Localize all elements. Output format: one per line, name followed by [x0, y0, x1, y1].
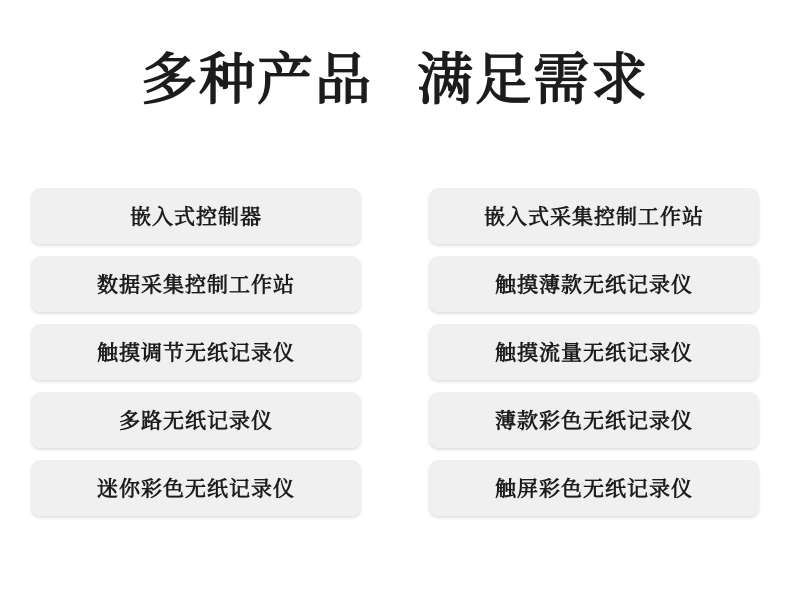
product-item[interactable]	[429, 188, 759, 244]
product-item-label: 嵌入式控制器	[130, 206, 262, 229]
product-item-label: 触屏彩色无纸记录仪	[495, 478, 693, 501]
page-title-part-1: 多种产品	[141, 48, 373, 111]
product-item[interactable]	[429, 460, 759, 516]
product-item-label: 数据采集控制工作站	[97, 274, 295, 297]
product-item-label: 嵌入式采集控制工作站	[484, 206, 704, 229]
product-item-label: 触摸薄款无纸记录仪	[495, 274, 693, 297]
product-column-left	[31, 188, 361, 516]
page-title	[0, 48, 790, 111]
product-item-label: 薄款彩色无纸记录仪	[495, 410, 693, 433]
product-item[interactable]	[31, 188, 361, 244]
product-column-right	[429, 188, 759, 516]
product-item[interactable]	[31, 256, 361, 312]
product-item[interactable]	[31, 324, 361, 380]
product-item[interactable]	[31, 392, 361, 448]
page-title-part-2: 满足需求	[417, 48, 649, 111]
product-item-label: 迷你彩色无纸记录仪	[97, 478, 295, 501]
product-item[interactable]	[429, 392, 759, 448]
product-columns	[0, 188, 790, 516]
product-item[interactable]	[31, 460, 361, 516]
product-item[interactable]	[429, 256, 759, 312]
product-item-label: 触摸流量无纸记录仪	[495, 342, 693, 365]
product-item[interactable]	[429, 324, 759, 380]
product-item-label: 多路无纸记录仪	[119, 410, 273, 433]
product-item-label: 触摸调节无纸记录仪	[97, 342, 295, 365]
